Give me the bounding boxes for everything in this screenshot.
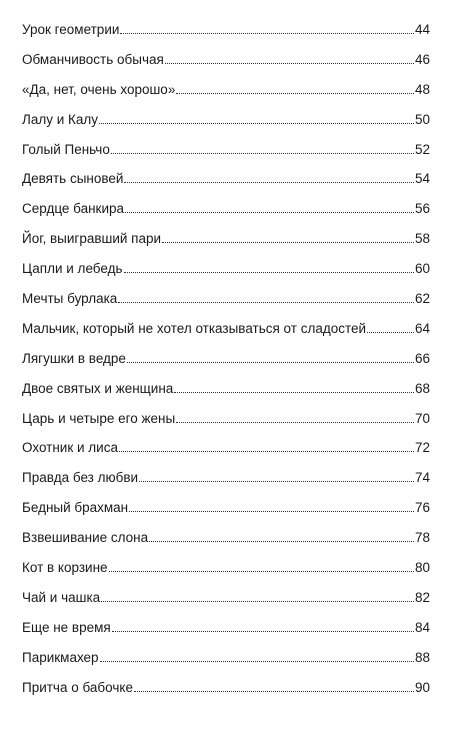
dot-leader <box>134 691 414 692</box>
toc-entry <box>22 381 430 411</box>
toc-entry-page: 62 <box>414 291 430 307</box>
toc-entry-title: Обманчивость обычая <box>22 51 164 67</box>
toc-entry-page: 90 <box>414 679 430 695</box>
dot-leader <box>124 272 414 273</box>
toc-entry <box>22 530 430 560</box>
toc-entry <box>22 82 430 112</box>
toc-entry <box>22 142 430 172</box>
toc-entry <box>22 171 430 201</box>
toc-entry-page: 44 <box>414 22 430 37</box>
toc-entry-page: 70 <box>414 410 430 426</box>
dot-leader <box>124 182 414 183</box>
dot-leader <box>109 571 414 572</box>
toc-entry <box>22 560 430 590</box>
toc-entry-title: «Да, нет, очень хорошо» <box>22 81 176 97</box>
toc-entry <box>22 620 430 650</box>
toc-entry-page: 60 <box>414 261 430 277</box>
toc-entry-page: 64 <box>414 320 430 336</box>
toc-entry <box>22 351 430 381</box>
dot-leader <box>127 362 414 363</box>
toc-entry-page: 54 <box>414 171 430 187</box>
toc-entry-page: 66 <box>414 350 430 366</box>
toc-entry-title: Лалу и Калу <box>22 111 99 127</box>
dot-leader <box>176 422 414 423</box>
toc-entry <box>22 470 430 500</box>
toc-entry-title: Царь и четыре его жены <box>22 410 176 426</box>
dot-leader <box>125 212 414 213</box>
dot-leader <box>139 481 414 482</box>
dot-leader <box>111 153 414 154</box>
toc-entry-page: 50 <box>414 111 430 127</box>
toc-entry-title: Правда без любви <box>22 470 139 486</box>
toc-entry <box>22 321 430 351</box>
dot-leader <box>118 302 414 303</box>
toc-entry-page: 80 <box>414 560 430 576</box>
toc-entry-title: Мечты бурлака <box>22 291 118 307</box>
dot-leader <box>99 123 414 124</box>
toc-entry <box>22 261 430 291</box>
toc-entry <box>22 500 430 530</box>
toc-entry-title: Голый Пеньчо <box>22 141 110 157</box>
toc-entry-title: Мальчик, который не хотел отказываться от сладостей <box>22 320 367 336</box>
toc-entry-page: 84 <box>414 619 430 635</box>
toc-entry <box>22 112 430 142</box>
toc-entry-title: Лягушки в ведре <box>22 350 126 366</box>
toc-entry <box>22 680 430 710</box>
toc-entry <box>22 440 430 470</box>
dot-leader <box>129 511 414 512</box>
toc-entry-title: Девять сыновей <box>22 171 124 187</box>
dot-leader <box>149 541 414 542</box>
toc-entry-title: Бедный брахман <box>22 500 129 516</box>
dot-leader <box>367 332 414 333</box>
toc-entry-page: 82 <box>414 589 430 605</box>
toc-entry-page: 56 <box>414 201 430 217</box>
dot-leader <box>100 661 414 662</box>
toc-entry-title: Притча о бабочке <box>22 679 133 695</box>
toc-entry-title: Парикмахер <box>22 649 99 665</box>
toc-entry <box>22 650 430 680</box>
toc-entry <box>22 201 430 231</box>
toc-entry <box>22 291 430 321</box>
toc-entry-page: 58 <box>414 231 430 247</box>
toc-entry-page: 48 <box>414 81 430 97</box>
toc-entry-title: Взвешивание слона <box>22 530 149 546</box>
toc-entry-title: Йог, выигравший пари <box>22 231 162 247</box>
toc-entry-title: Цапли и лебедь <box>22 261 123 277</box>
dot-leader <box>174 392 414 393</box>
toc-entry-title: Двое святых и женщина <box>22 380 174 396</box>
toc-entry-page: 46 <box>414 51 430 67</box>
toc-entry <box>22 590 430 620</box>
toc-entry-page: 76 <box>414 500 430 516</box>
toc-entry <box>22 231 430 261</box>
toc-entry <box>22 52 430 82</box>
toc-entry-title: Еще не время <box>22 619 111 635</box>
dot-leader <box>101 601 414 602</box>
toc-entry <box>22 411 430 441</box>
toc-entry-page: 72 <box>414 440 430 456</box>
toc-entry <box>22 22 430 52</box>
toc-entry-page: 68 <box>414 380 430 396</box>
toc-entry-title: Сердце банкира <box>22 201 125 217</box>
table-of-contents <box>22 22 430 709</box>
dot-leader <box>162 242 414 243</box>
toc-entry-page: 88 <box>414 649 430 665</box>
toc-entry-page: 52 <box>414 141 430 157</box>
dot-leader <box>112 631 414 632</box>
toc-entry-title: Охотник и лиса <box>22 440 118 456</box>
toc-entry-page: 78 <box>414 530 430 546</box>
dot-leader <box>119 451 414 452</box>
dot-leader <box>165 63 414 64</box>
toc-entry-page: 74 <box>414 470 430 486</box>
toc-entry-title: Урок геометрии <box>22 22 120 37</box>
dot-leader <box>120 33 414 34</box>
toc-entry-title: Чай и чашка <box>22 589 101 605</box>
dot-leader <box>176 93 414 94</box>
toc-entry-title: Кот в корзине <box>22 560 108 576</box>
